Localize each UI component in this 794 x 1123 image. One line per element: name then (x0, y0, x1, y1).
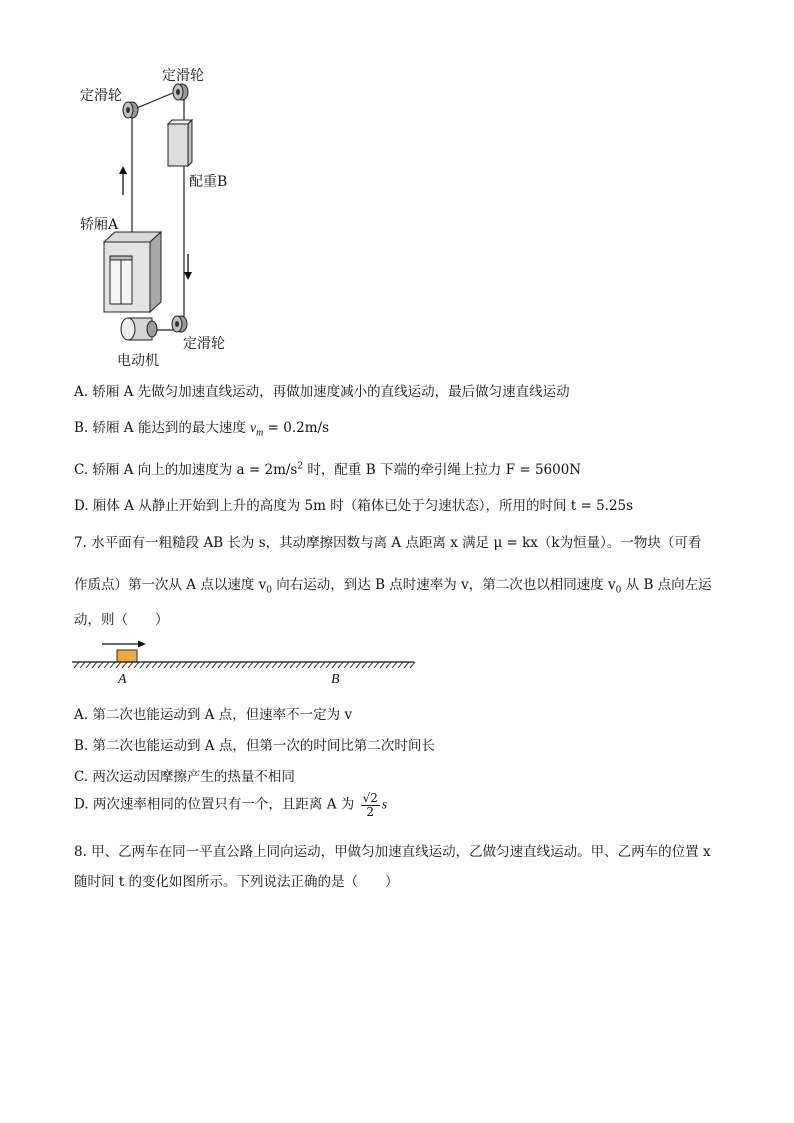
q7-stem-line3: 动，则（ ） (74, 612, 169, 628)
q6-option-a: A. 轿厢 A 先做匀加速直线运动，再做加速度减小的直线运动，最后做匀速直线运动 (74, 384, 570, 400)
surface-hatch (374, 662, 379, 668)
surface-hatch (350, 662, 355, 668)
surface-hatch (266, 662, 271, 668)
surface-hatch (296, 662, 301, 668)
surface-hatch (248, 662, 253, 668)
surface-hatch (236, 662, 241, 668)
up-arrow-icon (119, 166, 127, 195)
q7-stem-line2 (74, 573, 712, 596)
surface-hatch (326, 662, 331, 668)
q6-option-b-sub: m (256, 427, 264, 439)
surface-hatch (74, 662, 79, 668)
surface-hatch (278, 662, 283, 668)
surface-hatch (224, 662, 229, 668)
surface-hatch (218, 662, 223, 668)
surface-hatch (200, 662, 205, 668)
q7-line2-a: 作质点）第一次从 A 点以速度 v (74, 577, 267, 593)
surface-hatch (80, 662, 85, 668)
label-pulley-top-right: 定滑轮 (162, 68, 204, 84)
q7-option-d-text: D. 两次速率相同的位置只有一个，且距离 A 为 (74, 796, 355, 813)
q8-stem-line2: 随时间 t 的变化如图所示。下列说法正确的是（ ） (74, 874, 399, 890)
surface-hatch (344, 662, 349, 668)
q7-line2-sub2: 0 (615, 585, 622, 596)
surface-hatch (290, 662, 295, 668)
block (117, 650, 137, 662)
surface-hatch (380, 662, 385, 668)
q7-option-d (74, 792, 387, 818)
surface-hatch (320, 662, 325, 668)
q7-label-a: A (118, 672, 127, 687)
surface-hatch (170, 662, 175, 668)
q7-surface-diagram (72, 636, 417, 670)
counterweight-b (168, 120, 192, 166)
surface-hatch (188, 662, 193, 668)
q7-option-d-fraction (361, 792, 380, 818)
q7-line2-c: 从 B 点向左运 (621, 577, 712, 593)
label-motor: 电动机 (117, 353, 159, 369)
surface-hatch (152, 662, 157, 668)
surface-hatch (410, 662, 415, 668)
surface-hatch (386, 662, 391, 668)
q6-option-d: D. 厢体 A 从静止开始到上升的高度为 5m 时（箱体已处于匀速状态），所用的时间 t = 5.25s (74, 498, 634, 514)
surface-hatch (368, 662, 373, 668)
surface-hatch (392, 662, 397, 668)
surface-hatch (158, 662, 163, 668)
surface-hatch (398, 662, 403, 668)
q8-stem-line1: 8. 甲、乙两车在同一平直公路上同向运动，甲做匀加速直线运动，乙做匀速直线运动。甲、乙两车的位置 x (74, 844, 711, 860)
q6-option-c-tail: 时，配重 B 下端的牵引绳上拉力 F = 5600N (303, 462, 582, 478)
label-counterweight: 配重B (189, 174, 228, 190)
surface-hatch (164, 662, 169, 668)
label-pulley-bottom: 定滑轮 (183, 336, 225, 352)
q7-line2-b: 向右运动，到达 B 点时速率为 v，第二次也以相同速度 v (271, 577, 616, 593)
surface-hatch (308, 662, 313, 668)
surface-hatch (140, 662, 145, 668)
q6-option-b-value: = 0.2m/s (263, 420, 330, 436)
surface-hatch (356, 662, 361, 668)
surface-hatch (302, 662, 307, 668)
surface-hatch (122, 662, 127, 668)
elevator-car-a (104, 232, 161, 312)
surface-hatch (194, 662, 199, 668)
surface-hatch (254, 662, 259, 668)
surface-hatch (338, 662, 343, 668)
surface-hatch (404, 662, 409, 668)
surface-hatch (128, 662, 133, 668)
pulley-bottom (172, 316, 187, 332)
q7-label-b: B (331, 672, 340, 687)
surface-hatch (182, 662, 187, 668)
surface-hatch (92, 662, 97, 668)
surface-hatch (314, 662, 319, 668)
surface-hatch (110, 662, 115, 668)
surface-hatch (104, 662, 109, 668)
down-arrow-icon (184, 254, 192, 280)
surface-hatch (230, 662, 235, 668)
q7-option-d-unit: s (381, 796, 388, 812)
q7-option-c: C. 两次运动因摩擦产生的热量不相同 (74, 769, 295, 785)
pulley-top-left (123, 102, 138, 118)
label-car: 轿厢A (80, 217, 119, 233)
surface-hatch (284, 662, 289, 668)
surface-hatch (242, 662, 247, 668)
surface-hatch (176, 662, 181, 668)
pulley-top-right (173, 84, 188, 100)
surface-hatch (212, 662, 217, 668)
q6-option-c-text: C. 轿厢 A 向上的加速度为 a = 2m/s (74, 462, 298, 478)
surface-hatch (332, 662, 337, 668)
label-pulley-top-left: 定滑轮 (80, 88, 122, 104)
surface-hatch (86, 662, 91, 668)
q7-fraction-denominator: 2 (366, 804, 375, 819)
q7-option-b: B. 第二次也能运动到 A 点，但第一次的时间比第二次时间长 (74, 738, 435, 754)
q6-option-c-sup: 2 (297, 461, 304, 472)
q6-option-c (74, 458, 581, 478)
surface-hatch (146, 662, 151, 668)
q7-stem-line1: 7. 水平面有一粗糙段 AB 长为 s，其动摩擦因数与离 A 点距离 x 满足 μ = kx（k为恒量）。一物块（可看 (74, 535, 702, 551)
surface-hatch (206, 662, 211, 668)
q7-line2-sub1: 0 (266, 585, 272, 596)
surface-hatch (272, 662, 277, 668)
right-arrow-icon (102, 641, 146, 648)
surface-hatch (362, 662, 367, 668)
surface-hatch (134, 662, 139, 668)
surface-hatch (260, 662, 265, 668)
q6-option-b-text: B. 轿厢 A 能达到的最大速度 (74, 420, 251, 436)
motor (121, 318, 157, 340)
surface-hatch (98, 662, 103, 668)
q6-option-b-math: v (250, 420, 257, 435)
q6-option-b (74, 416, 329, 439)
q7-fraction-numerator: √2 (362, 791, 378, 805)
surface-hatch (116, 662, 121, 668)
q7-option-a: A. 第二次也能运动到 A 点，但速率不一定为 v (74, 707, 353, 723)
